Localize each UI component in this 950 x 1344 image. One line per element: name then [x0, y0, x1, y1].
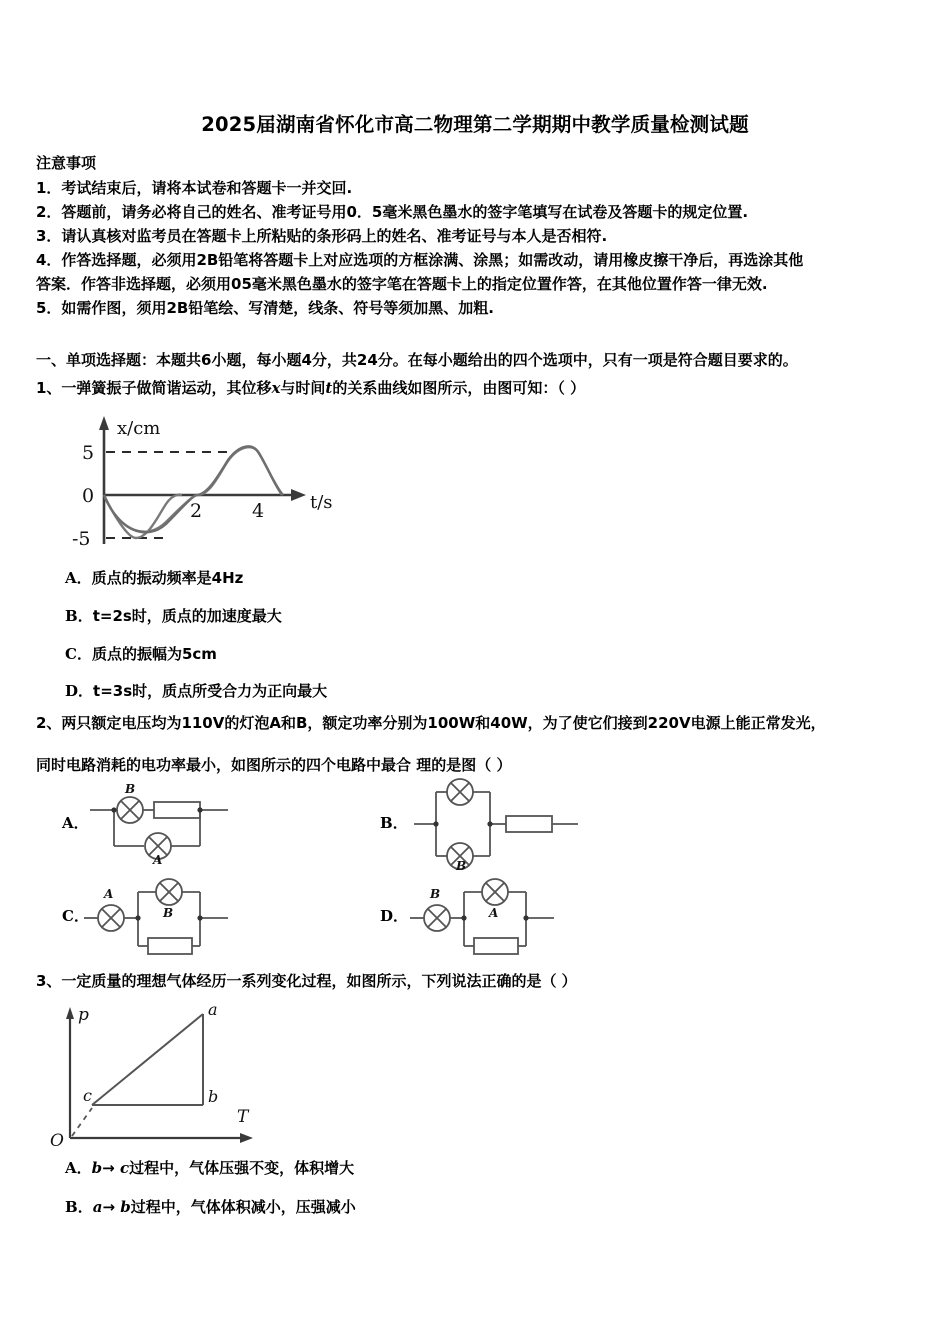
question-3-option-b-text: 过程中，气体体积减小，压强减小 [130, 1198, 356, 1216]
lamp-label-bottom: A [153, 853, 163, 864]
question-1-option-a-letter: A [65, 569, 77, 587]
axis-label-T: T [237, 1107, 249, 1127]
notice-line-2: 2．答题前，请务必将自己的姓名、准考证号用0．5毫米黑色墨水的签字笔填写在试卷及答题卡的规定位置. [36, 203, 749, 221]
notice-line-4b: 答案．作答非选择题，必须用05毫米黑色墨水的签字笔在答题卡上的指定位置作答，在其他位置作答一律无效. [36, 275, 768, 293]
notice-block [36, 152, 926, 320]
question-1-option-b[interactable] [65, 605, 282, 627]
question-1-var-t: t [325, 379, 333, 397]
question-1-stem [36, 375, 936, 401]
question-1-option-d-text: t=3s时，质点所受合力为正向最大 [93, 682, 328, 700]
letter-b: B [380, 814, 393, 832]
process-point-1: b [91, 1159, 103, 1177]
process-point-1: a [92, 1198, 103, 1216]
section-header: 一、单项选择题：本题共6小题，每小题4分，共24分。在每小题给出的四个选项中，只有一项是符合题目要求的。 [36, 351, 798, 369]
lamp-label-bottom: B [456, 859, 467, 870]
option-dot: ． [76, 569, 92, 587]
svg-text:5: 5 [82, 442, 95, 464]
question-1-var-x: x [271, 379, 281, 397]
axis-label-p: p [78, 1005, 89, 1025]
question-2-option-a-letter[interactable] [62, 812, 89, 833]
letter-c: C [62, 907, 74, 925]
option-dot: ． [73, 814, 89, 832]
svg-text:-5: -5 [72, 528, 91, 550]
question-2-stem-line2: 同时电路消耗的电功率最小，如图所示的四个电路中最合 理的是图（ ） [36, 756, 512, 774]
question-1-option-b-text: t=2s时，质点的加速度最大 [92, 607, 282, 625]
question-2-option-d-letter[interactable] [380, 905, 408, 926]
point-label-c: c [83, 1086, 92, 1105]
question-2-circuit-c-diagram [82, 876, 262, 966]
point-label-b: b [208, 1087, 219, 1106]
question-3-option-a-letter: A [65, 1159, 77, 1177]
notice-line-1: 1．考试结束后，请将本试卷和答题卡一并交回. [36, 179, 353, 197]
question-1-stem-part2: 与时间 [280, 379, 326, 397]
option-dot: ． [77, 607, 93, 625]
lamp-label-parallel: B [163, 906, 174, 920]
notice-heading: 注意事项 [36, 154, 97, 172]
svg-text:t/s: t/s [310, 492, 333, 513]
lamp-label-series: B [430, 887, 441, 901]
process-point-2: c [119, 1159, 130, 1177]
question-2-circuit-b-diagram [412, 778, 592, 870]
question-1-option-d-letter: D [65, 682, 79, 700]
letter-a: A [62, 814, 74, 832]
option-dot: ． [392, 814, 408, 832]
option-dot: ． [76, 1159, 92, 1177]
page-title: 2025届湖南省怀化市高二物理第二学期期中教学质量检测试题 [201, 113, 749, 136]
question-1-stem-part1: 1、一弹簧振子做简谐运动，其位移 [36, 379, 272, 397]
svg-text:0: 0 [82, 485, 95, 507]
option-dot: ． [76, 645, 92, 663]
question-2-stem-line1: 2、两只额定电压均为110V的灯泡A和B，额定功率分别为100W和40W，为了使它们接到220V电源上能正常发光， [36, 714, 826, 732]
question-3-stem: 3、一定质量的理想气体经历一系列变化过程，如图所示，下列说法正确的是（ ） [36, 972, 577, 990]
question-2-circuit-a-diagram [88, 784, 258, 864]
question-3-option-a-text: 过程中，气体压强不变，体积增大 [129, 1159, 355, 1177]
question-3-option-a[interactable] [65, 1157, 354, 1179]
lamp-label-parallel: A [489, 906, 499, 920]
question-1-option-b-letter: B [65, 607, 78, 625]
question-1-option-c-text: 质点的振幅为5cm [91, 645, 217, 663]
option-dot: ． [393, 907, 409, 925]
letter-d: D [380, 907, 394, 925]
arrow-icon: → [102, 1159, 120, 1177]
question-2-circuit-d-diagram [408, 876, 588, 966]
svg-text:x/cm: x/cm [117, 418, 161, 439]
svg-text:2: 2 [190, 500, 203, 522]
lamp-label-series: A [104, 887, 114, 901]
question-2-stem [36, 710, 936, 778]
notice-line-4: 4．作答选择题，必须用2B铅笔将答题卡上对应选项的方框涂满、涂黑；如需改动，请用橡皮擦干净后，再选涂其他 [36, 251, 804, 269]
option-dot: ． [73, 907, 89, 925]
option-dot: ． [78, 682, 94, 700]
question-1-option-a[interactable] [65, 567, 243, 589]
question-1-option-c-letter: C [65, 645, 77, 663]
question-3-option-b-letter: B [65, 1198, 78, 1216]
option-dot: ． [77, 1198, 93, 1216]
question-1-stem-part3: 的关系曲线如图所示，由图可知：（ ） [332, 379, 586, 397]
question-1-figure-sine-graph [42, 404, 372, 554]
question-1-option-d[interactable] [65, 680, 327, 702]
question-3-figure-pt-diagram [45, 1000, 295, 1150]
point-label-a: a [208, 1000, 218, 1019]
notice-line-5: 5．如需作图，须用2B铅笔绘、写清楚，线条、符号等须加黑、加粗. [36, 299, 495, 317]
lamp-label-top: B [125, 784, 136, 796]
question-2-option-b-letter[interactable] [380, 812, 408, 833]
process-point-2: b [120, 1198, 131, 1216]
question-1-option-c[interactable] [65, 643, 217, 665]
question-1-option-a-text: 质点的振动频率是4Hz [91, 569, 244, 587]
lamp-label-top [455, 778, 465, 779]
notice-line-3: 3．请认真核对监考员在答题卡上所粘贴的条形码上的姓名、准考证号与本人是否相符. [36, 227, 608, 245]
arrow-icon: → [102, 1198, 121, 1216]
question-3-option-b[interactable] [65, 1196, 356, 1218]
svg-text:4: 4 [252, 500, 265, 522]
origin-label-O: O [50, 1131, 64, 1150]
